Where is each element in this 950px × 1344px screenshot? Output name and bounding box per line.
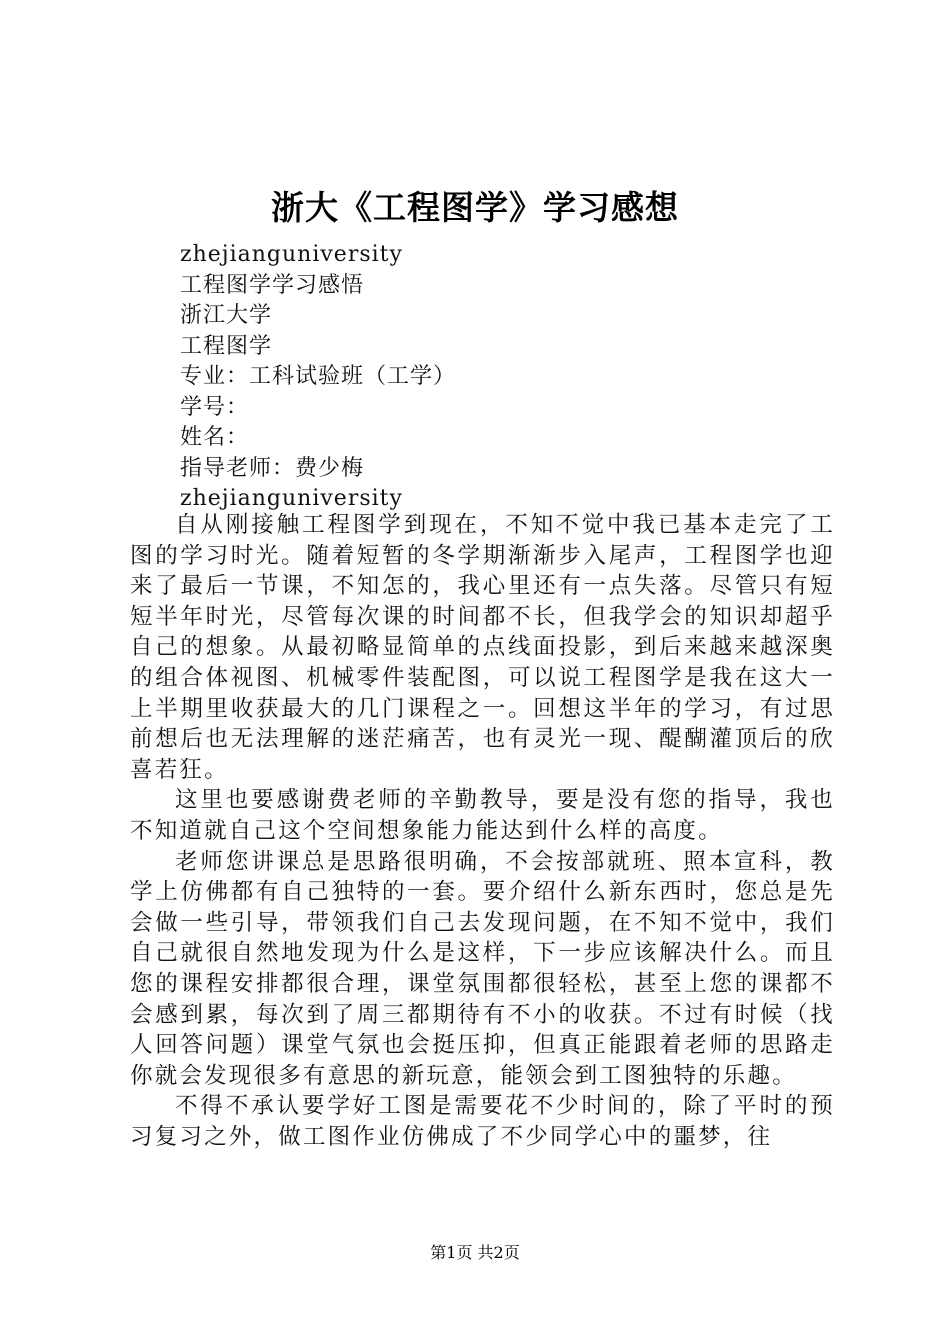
- body-paragraph: 不得不承认要学好工图是需要花不少时间的，除了平时的预习复习之外，做工图作业仿佛成了不少同学心中的噩梦，往: [130, 1093, 835, 1150]
- meta-line-university-en-2: zhejianguniversity: [180, 486, 403, 511]
- body-paragraph: 自从刚接触工程图学到现在，不知不觉中我已基本走完了工图的学习时光。随着短暂的冬学期渐渐步入尾声，工程图学也迎来了最后一节课，不知怎的，我心里还有一点失落。尽管只有短短半年时光，尽管每次课的时间都不长，但我学会的知识却超乎自己的想象。从最初略显简单的点线面投影，到后来越来越深奥的组合体视图、机械零件装配图，可以说工程图学是我在这大一上半期里收获最大的几门课程之一。回想这半年的学习，有过思前想后也无法理解的迷茫痛苦，也有灵光一现、醍醐灌顶后的欣喜若狂。: [130, 512, 835, 783]
- meta-line-university: 浙江大学: [180, 303, 273, 328]
- page-footer: 第1页 共2页: [430, 1243, 520, 1262]
- meta-line-university-en: zhejianguniversity: [180, 242, 403, 267]
- document-body: [130, 510, 835, 1152]
- meta-line-subtitle: 工程图学学习感悟: [180, 272, 365, 298]
- meta-line-course: 工程图学: [180, 333, 273, 359]
- meta-line-advisor: 指导老师：费少梅: [180, 455, 365, 481]
- meta-line-name: 姓名：: [180, 425, 250, 450]
- meta-line-major: 专业：工科试验班（工学）: [180, 364, 457, 389]
- document-meta-block: [180, 240, 860, 515]
- document-title: 浙大《工程图学》学习感想: [271, 188, 679, 227]
- body-paragraph: 老师您讲课总是思路很明确，不会按部就班、照本宣科，教学上仿佛都有自己独特的一套。要介绍什么新东西时，您总是先会做一些引导，带领我们自己去发现问题，在不知不觉中，我们自己就很自然地发现为什么是这样，下一步应该解决什么。而且您的课程安排都很合理，课堂氛围都很轻松，甚至上您的课都不会感到累，每次到了周三都期待有不小的收获。不过有时候（找人回答问题）课堂气氛也会挺压抑，但真正能跟着老师的思路走你就会发现很多有意思的新玩意，能领会到工图独特的乐趣。: [130, 848, 835, 1089]
- meta-line-student-id: 学号：: [180, 394, 250, 420]
- body-paragraph: 这里也要感谢费老师的辛勤教导，要是没有您的指导，我也不知道就自己这个空间想象能力能达到什么样的高度。: [130, 787, 835, 844]
